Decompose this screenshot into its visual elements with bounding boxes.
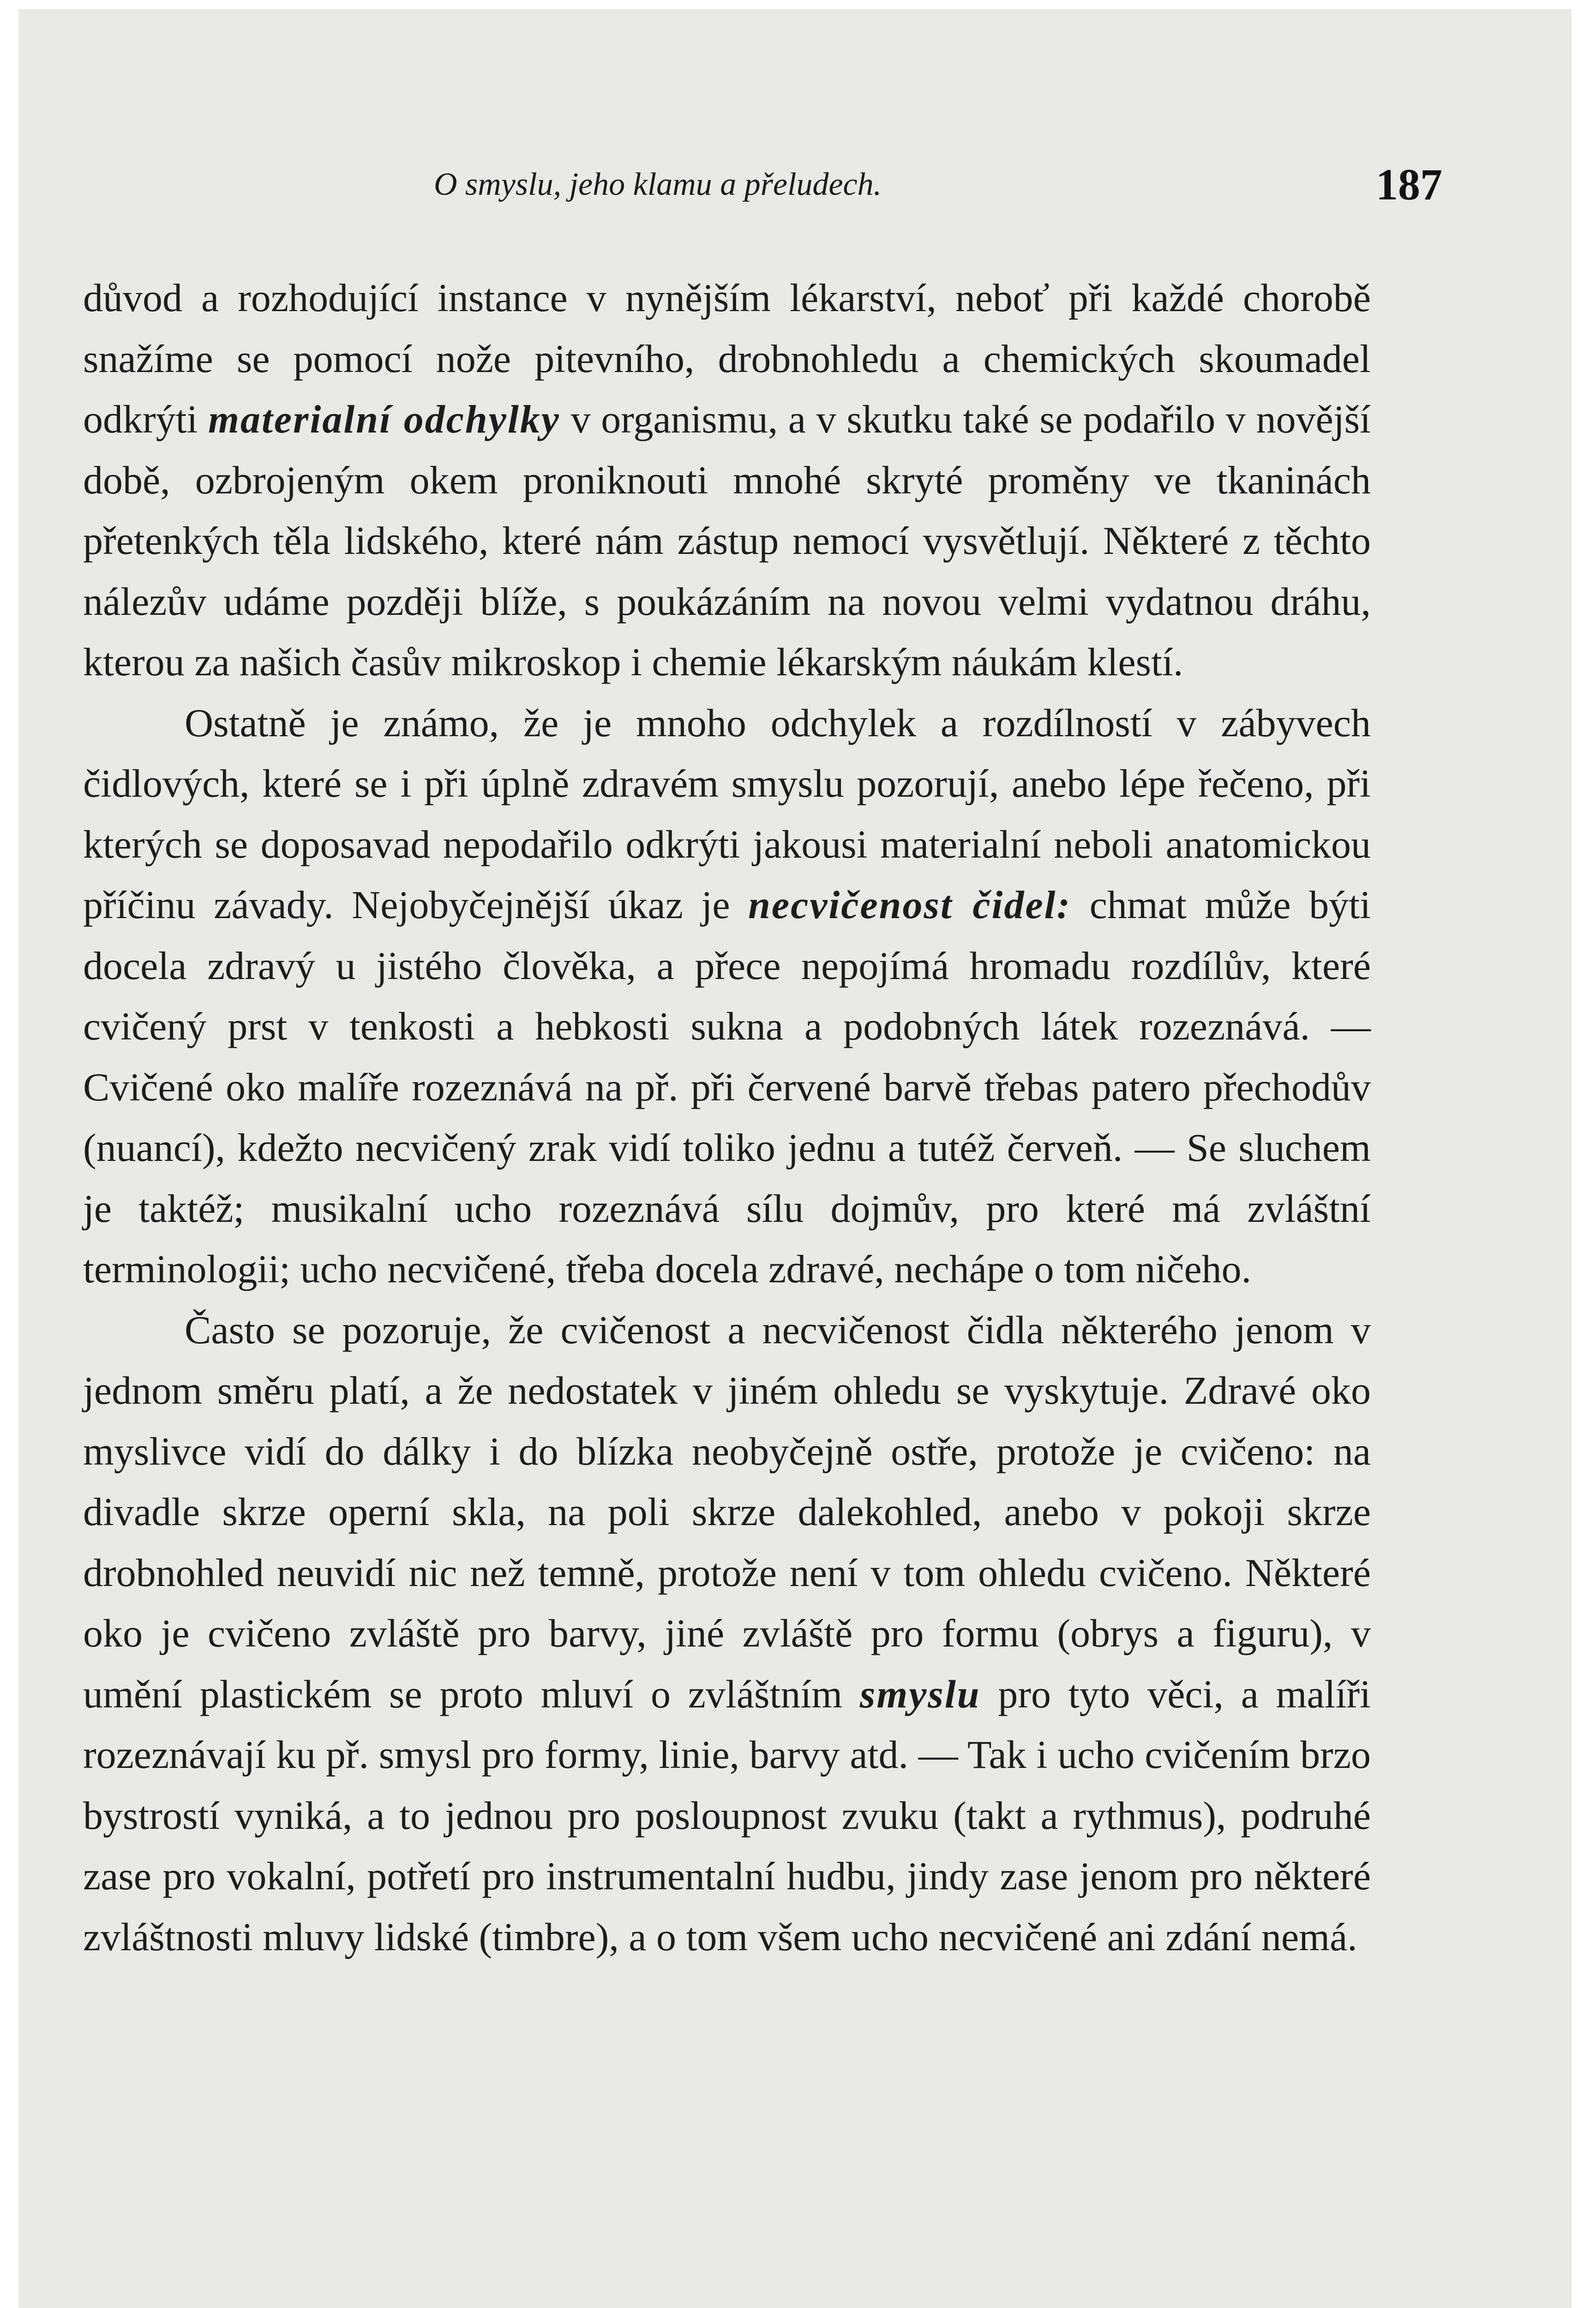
- text-span: pro tyto věci, a malíři rozeznávají ku př. smysl pro formy, linie, barvy atd. — Tak i ucho cvičením brzo bystrostí vyniká, a to jednou pro posloupnost zvuku (takt a rythmus), podruhé zase pro vokalní, potřetí pro instrumentalní hudbu, jindy zase jenom pro některé zvláštnosti mluvy lidské (timbre), a o tom všem ucho necvičené ani zdání nemá.: [83, 1671, 1371, 1959]
- page-header: [18, 162, 1572, 226]
- paragraph-2: [83, 693, 1371, 1300]
- text-span: Často se pozoruje, že cvičenost a necvičenost čidla některého jenom v jednom směru platí, a že nedostatek v jiném ohledu se vyskytuje. Zdravé oko myslivce vidí do dálky i do blízka neobyčejně ostře, protože je cvičeno: na divadle skrze operní skla, na poli skrze dalekohled, anebo v pokoji skrze drobnohled neuvidí nic než temně, protože není v tom ohledu cvičeno. Některé oko je cvičeno zvláště pro barvy, jiné zvláště pro formu (obrys a figuru), v umění plastickém se proto mluví o zvláštním: [83, 1307, 1371, 1716]
- paragraph-3: [83, 1300, 1371, 1968]
- text-span: Ostatně je známo, že je mnoho odchylek a rozdílností v zábyvech čidlových, které se i při úplně zdravém smyslu pozorují, anebo lépe řečeno, při kterých se doposavad nepodařilo odkrýti jakousi materialní neboli anatomickou příčinu závady. Nejobyčejnější úkaz je: [83, 700, 1371, 927]
- paragraph-1: [83, 268, 1371, 693]
- body-text: [83, 268, 1371, 1967]
- italic-term-necvicenost-cidel: necvičenost čidel:: [748, 883, 1072, 927]
- book-page: [18, 9, 1572, 2308]
- text-span: v organismu, a v skutku také se podařilo v novější době, ozbrojeným okem proniknouti mnohé skryté proměny ve tkaninách přetenkých těla lidského, které nám zástup nemocí vysvětlují. Některé z těchto nálezův udáme později blíže, s poukázáním na novou velmi vydatnou dráhu, kterou za našich časův mikroskop i chemie lékarským náukám klestí.: [83, 397, 1371, 684]
- text-span: chmat může býti docela zdravý u jistého člověka, a přece nepojímá hromadu rozdílův, které cvičený prst v tenkosti a hebkosti sukna a podobných látek rozeznává. — Cvičené oko malíře rozeznává na př. při červené barvě třebas patero přechodův (nuancí), kdežto necvičený zrak vidí toliko jednu a tutéž červeň. — Se sluchem je taktéž; musikalní ucho rozeznává sílu dojmův, pro které má zvláštní terminologii; ucho necvičené, třeba docela zdravé, nechápe o tom ničeho.: [83, 883, 1371, 1291]
- page-number: 187: [1376, 160, 1442, 209]
- italic-term-materialni-odchylky: materialní odchylky: [208, 397, 560, 441]
- text-span: důvod a rozhodující instance v nynějším lékarství, neboť při každé chorobě snažíme se pomocí nože pitevního, drobnohledu a chemických skoumadel odkrýti: [83, 276, 1371, 441]
- running-title: O smyslu, jeho klamu a přeludech.: [434, 167, 882, 202]
- italic-term-smyslu: smyslu: [859, 1671, 981, 1716]
